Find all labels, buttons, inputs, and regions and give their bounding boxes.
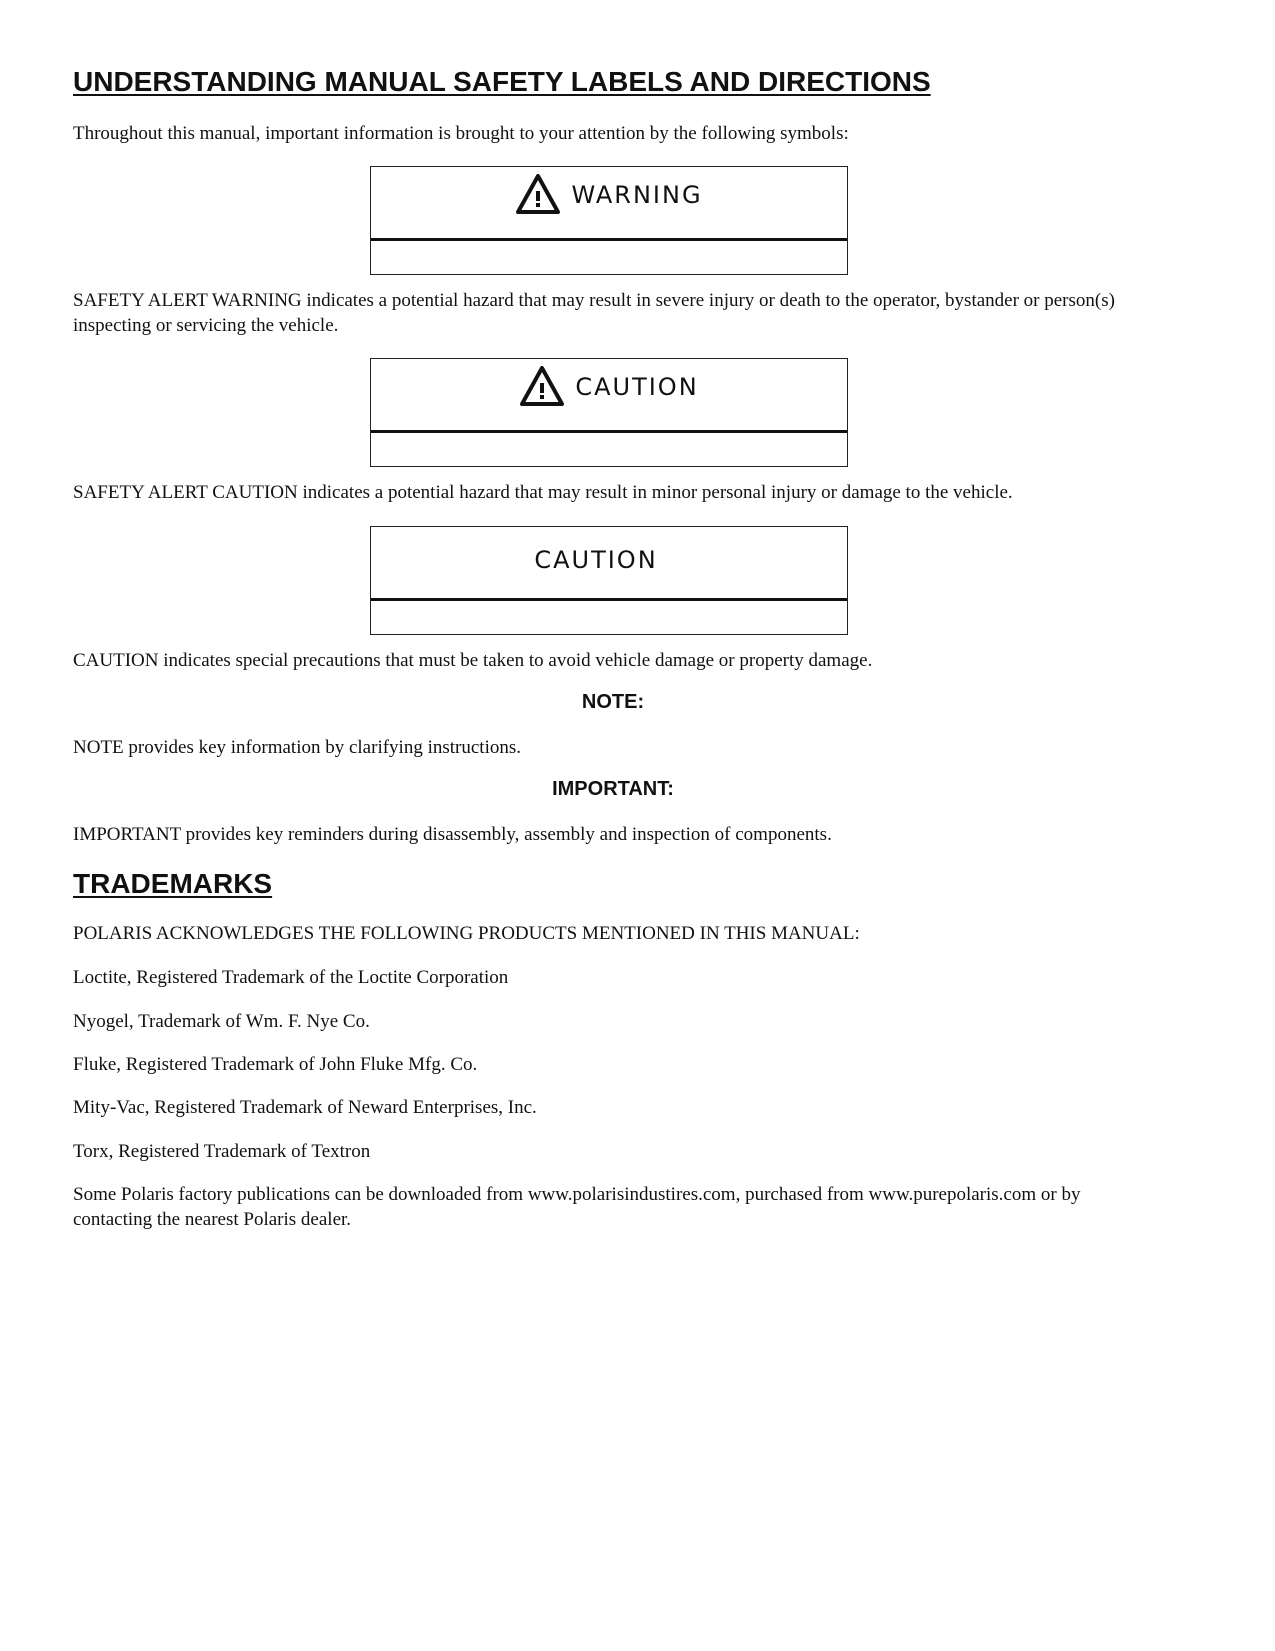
trademark-item: Nyogel, Trademark of Wm. F. Nye Co. xyxy=(73,1011,370,1032)
important-label: IMPORTANT: xyxy=(552,778,674,800)
safety-labels-heading: UNDERSTANDING MANUAL SAFETY LABELS AND DIRECTIONS xyxy=(73,66,931,97)
alert-triangle-icon xyxy=(515,173,561,215)
caution-alert-label: CAUTION xyxy=(575,373,699,401)
caution-description: CAUTION indicates special precautions that must be taken to avoid vehicle damage or property damage. xyxy=(73,650,873,671)
warning-label: WARNING xyxy=(571,181,703,209)
trademark-item: Mity-Vac, Registered Trademark of Neward Enterprises, Inc. xyxy=(73,1097,537,1118)
warning-description: SAFETY ALERT WARNING indicates a potential hazard that may result in severe injury or death to the operator, bystander or person(s) inspecting or servicing the vehicle. xyxy=(73,290,1115,336)
warning-sign xyxy=(370,166,848,275)
trademarks-heading: TRADEMARKS xyxy=(73,868,273,899)
caution-sign xyxy=(370,526,848,635)
alert-triangle-icon xyxy=(519,365,565,407)
note-label: NOTE: xyxy=(581,691,645,713)
acknowledgement-paragraph: POLARIS ACKNOWLEDGES THE FOLLOWING PRODUCTS MENTIONED IN THIS MANUAL: xyxy=(73,923,860,944)
intro-paragraph: Throughout this manual, important information is brought to your attention by the following symbols: xyxy=(73,123,849,144)
publications-paragraph: Some Polaris factory publications can be downloaded from www.polarisindustires.com, purchased from www.purepolaris.com or by contacting the nearest Polaris dealer. xyxy=(73,1184,1081,1230)
trademark-item: Fluke, Registered Trademark of John Fluke Mfg. Co. xyxy=(73,1054,478,1075)
note-description: NOTE provides key information by clarifying instructions. xyxy=(73,737,521,758)
caution-alert-description: SAFETY ALERT CAUTION indicates a potential hazard that may result in minor personal injury or damage to the vehicle. xyxy=(73,482,1013,503)
caution-alert-sign xyxy=(370,358,848,467)
trademark-item: Loctite, Registered Trademark of the Loctite Corporation xyxy=(73,967,509,988)
trademark-item: Torx, Registered Trademark of Textron xyxy=(73,1141,371,1162)
important-description: IMPORTANT provides key reminders during disassembly, assembly and inspection of components. xyxy=(73,824,832,845)
caution-label: CAUTION xyxy=(534,546,658,574)
